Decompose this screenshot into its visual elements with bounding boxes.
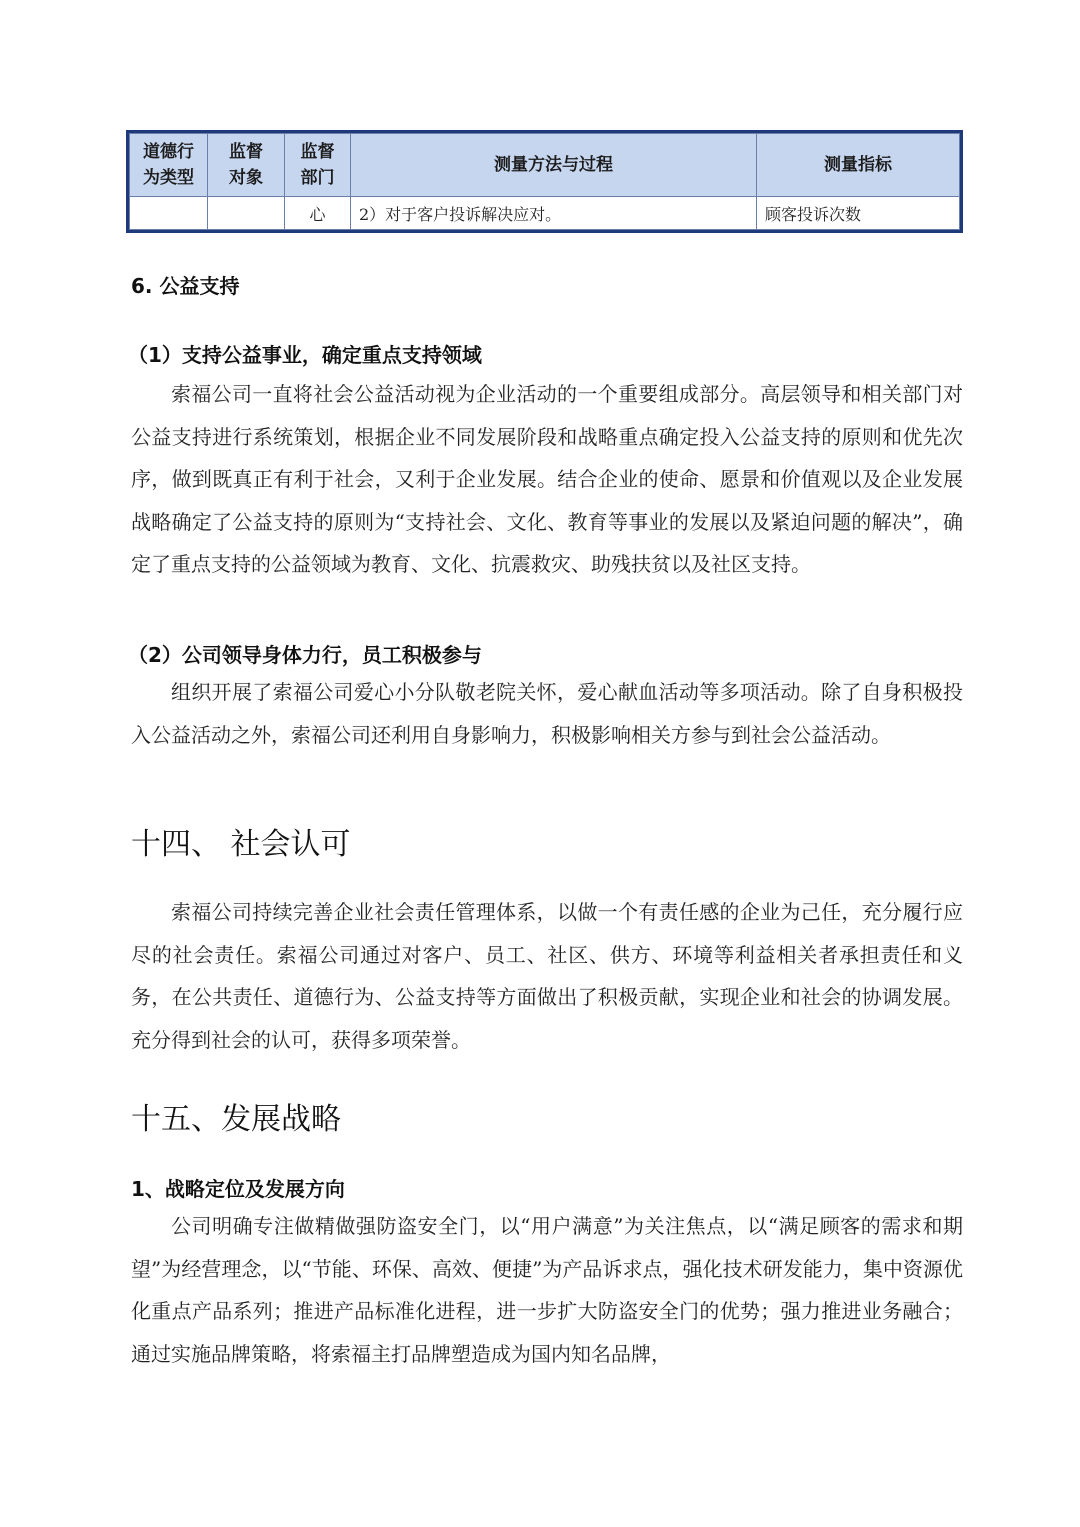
- section6-sub2-paragraph: 组织开展了索福公司爱心小分队敬老院关怀，爱心献血活动等多项活动。除了自身积极投入公益活动之外，索福公司还利用自身影响力，积极影响相关方参与到社会公益活动。: [131, 680, 963, 747]
- section15-sub1-heading: 1、战略定位及发展方向: [131, 1177, 345, 1201]
- header-supervised-object: 监督对象: [208, 134, 285, 197]
- section6-heading: 6. 公益支持: [131, 274, 240, 298]
- section15-heading: 十五、发展战略: [131, 1102, 341, 1137]
- section6-sub2-heading: （2）公司领导身体力行，员工积极参与: [128, 643, 482, 667]
- section14-heading: 十四、 社会认可: [131, 827, 351, 862]
- cell-supervising-dept: 心: [285, 197, 351, 230]
- header-method: 测量方法与过程: [351, 134, 757, 197]
- measurement-table-frame: [126, 130, 963, 233]
- cell-supervised-object: [208, 197, 285, 230]
- table-header-row: [130, 134, 960, 197]
- header-indicator: 测量指标: [757, 134, 960, 197]
- cell-method: 2）对于客户投诉解决应对。: [351, 197, 757, 230]
- section6-sub1-paragraph: 索福公司一直将社会公益活动视为企业活动的一个重要组成部分。高层领导和相关部门对公益支持进行系统策划，根据企业不同发展阶段和战略重点确定投入公益支持的原则和优先次序，做到既真正有利于社会，又利于企业发展。结合企业的使命、愿景和价值观以及企业发展战略确定了公益支持的原则为“支持社会、文化、教育等事业的发展以及紧迫问题的解决”，确定了重点支持的公益领域为教育、文化、抗震救灾、助残扶贫以及社区支持。: [131, 382, 963, 576]
- cell-ethics-type: [130, 197, 208, 230]
- cell-indicator: 顾客投诉次数: [757, 197, 960, 230]
- section14-paragraph: 索福公司持续完善企业社会责任管理体系，以做一个有责任感的企业为己任，充分履行应尽的社会责任。索福公司通过对客户、员工、社区、供方、环境等利益相关者承担责任和义务，在公共责任、道德行为、公益支持等方面做出了积极贡献，实现企业和社会的协调发展。充分得到社会的认可，获得多项荣誉。: [131, 900, 963, 1052]
- header-ethics-type: 道德行为类型: [130, 134, 208, 197]
- measurement-table: [129, 133, 960, 230]
- section6-sub1-heading: （1）支持公益事业，确定重点支持领域: [128, 343, 482, 367]
- section15-sub1-paragraph: 公司明确专注做精做强防盗安全门，以“用户满意”为关注焦点，以“满足顾客的需求和期望”为经营理念，以“节能、环保、高效、便捷”为产品诉求点，强化技术研发能力，集中资源优化重点产品系列；推进产品标准化进程，进一步扩大防盗安全门的优势；强力推进业务融合；通过实施品牌策略，将索福主打品牌塑造成为国内知名品牌，: [131, 1214, 963, 1366]
- table-row: [130, 197, 960, 230]
- header-supervising-dept: 监督部门: [285, 134, 351, 197]
